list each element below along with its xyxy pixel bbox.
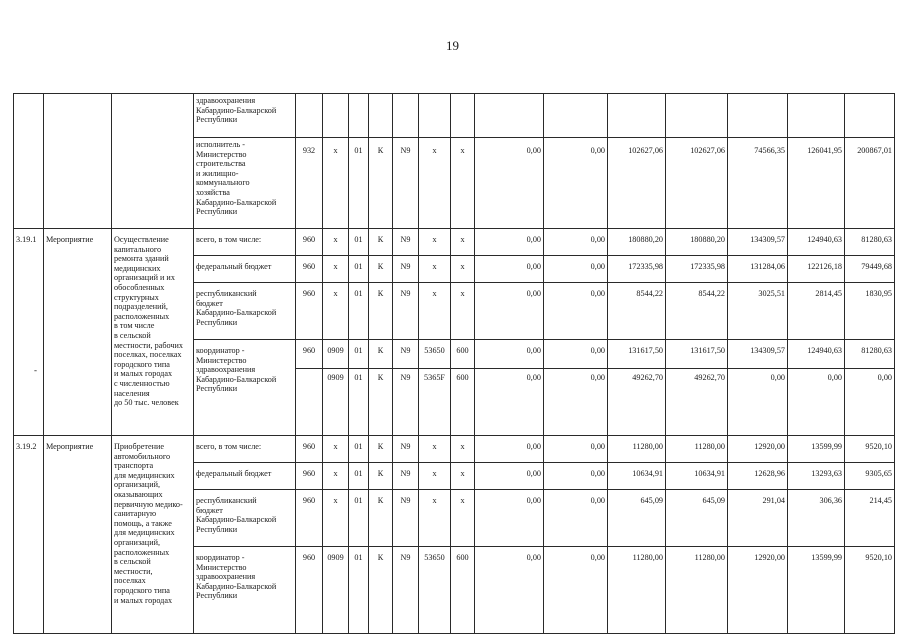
- value-cell: [608, 94, 666, 138]
- source-cell: здравоохранения Кабардино-Балкарской Республики: [194, 94, 296, 138]
- source-cell: координатор - Министерство здравоохранения Кабардино-Балкарской Республики: [194, 340, 296, 436]
- value-cell: 13599,99: [788, 436, 845, 463]
- value-cell: 600: [451, 369, 475, 436]
- value-cell: 0,00: [544, 340, 608, 369]
- value-cell: 960: [296, 256, 323, 283]
- value-cell: x: [323, 256, 349, 283]
- value-cell: 960: [296, 283, 323, 340]
- value-cell: [419, 94, 451, 138]
- table-row: [14, 436, 895, 463]
- value-cell: N9: [393, 490, 419, 547]
- value-cell: x: [419, 229, 451, 256]
- value-cell: N9: [393, 138, 419, 229]
- value-cell: 0,00: [544, 436, 608, 463]
- value-cell: x: [419, 283, 451, 340]
- measure-kind: Мероприятие: [44, 436, 112, 634]
- value-cell: 11280,00: [608, 436, 666, 463]
- value-cell: N9: [393, 436, 419, 463]
- value-cell: 5365F: [419, 369, 451, 436]
- value-cell: 960: [296, 490, 323, 547]
- value-cell: 306,36: [788, 490, 845, 547]
- value-cell: N9: [393, 340, 419, 369]
- value-cell: N9: [393, 256, 419, 283]
- value-cell: [666, 94, 728, 138]
- value-cell: К: [369, 436, 393, 463]
- value-cell: 53650: [419, 547, 451, 634]
- value-cell: 0,00: [544, 138, 608, 229]
- value-cell: 134309,57: [728, 229, 788, 256]
- value-cell: x: [323, 138, 349, 229]
- value-cell: К: [369, 283, 393, 340]
- value-cell: N9: [393, 369, 419, 436]
- value-cell: [475, 94, 544, 138]
- value-cell: 01: [349, 229, 369, 256]
- value-cell: 81280,63: [845, 229, 895, 256]
- value-cell: x: [419, 490, 451, 547]
- value-cell: 81280,63: [845, 340, 895, 369]
- value-cell: 13599,99: [788, 547, 845, 634]
- value-cell: x: [419, 436, 451, 463]
- value-cell: 13293,63: [788, 463, 845, 490]
- value-cell: К: [369, 138, 393, 229]
- value-cell: 960: [296, 229, 323, 256]
- value-cell: К: [369, 229, 393, 256]
- source-cell: координатор - Министерство здравоохранения Кабардино-Балкарской Республики: [194, 547, 296, 634]
- value-cell: 49262,70: [608, 369, 666, 436]
- value-cell: 74566,35: [728, 138, 788, 229]
- value-cell: [296, 369, 323, 436]
- value-cell: 645,09: [666, 490, 728, 547]
- value-cell: 134309,57: [728, 340, 788, 369]
- value-cell: К: [369, 463, 393, 490]
- value-cell: 0,00: [728, 369, 788, 436]
- value-cell: 960: [296, 463, 323, 490]
- value-cell: [544, 94, 608, 138]
- value-cell: 01: [349, 340, 369, 369]
- value-cell: [369, 94, 393, 138]
- value-cell: К: [369, 256, 393, 283]
- value-cell: [349, 94, 369, 138]
- value-cell: К: [369, 547, 393, 634]
- value-cell: 124940,63: [788, 340, 845, 369]
- source-cell: всего, в том числе:: [194, 436, 296, 463]
- value-cell: 0,00: [475, 256, 544, 283]
- value-cell: 01: [349, 256, 369, 283]
- value-cell: 01: [349, 369, 369, 436]
- value-cell: 0,00: [475, 463, 544, 490]
- value-cell: 0,00: [544, 283, 608, 340]
- value-cell: [728, 94, 788, 138]
- source-cell: всего, в том числе:: [194, 229, 296, 256]
- value-cell: 0909: [323, 340, 349, 369]
- value-cell: [845, 94, 895, 138]
- value-cell: x: [323, 283, 349, 340]
- value-cell: 600: [451, 547, 475, 634]
- value-cell: 960: [296, 340, 323, 369]
- value-cell: N9: [393, 463, 419, 490]
- value-cell: x: [323, 229, 349, 256]
- value-cell: 10634,91: [608, 463, 666, 490]
- value-cell: 214,45: [845, 490, 895, 547]
- value-cell: 126041,95: [788, 138, 845, 229]
- value-cell: [393, 94, 419, 138]
- source-cell: федеральный бюджет: [194, 256, 296, 283]
- value-cell: 01: [349, 283, 369, 340]
- source-cell: исполнитель - Министерство строительства и жилищно- коммунального хозяйства Кабардино-Балкарской Республики: [194, 138, 296, 229]
- value-cell: 49262,70: [666, 369, 728, 436]
- table-row: [14, 94, 895, 138]
- value-cell: 0,00: [475, 369, 544, 436]
- measure-title: Приобретение автомобильного транспорта для медицинских организаций, оказывающих первичную медико- санитарную помощь, а также для медицинских организаций, расположенных в сельской местности, поселках городского типа и малых городах: [112, 436, 194, 634]
- value-cell: 10634,91: [666, 463, 728, 490]
- value-cell: 932: [296, 138, 323, 229]
- value-cell: x: [323, 490, 349, 547]
- value-cell: 01: [349, 547, 369, 634]
- value-cell: 0,00: [544, 547, 608, 634]
- value-cell: К: [369, 369, 393, 436]
- value-cell: x: [419, 463, 451, 490]
- value-cell: 9305,65: [845, 463, 895, 490]
- value-cell: 0,00: [544, 229, 608, 256]
- value-cell: 11280,00: [666, 547, 728, 634]
- value-cell: x: [451, 138, 475, 229]
- value-cell: 131617,50: [608, 340, 666, 369]
- value-cell: x: [419, 256, 451, 283]
- value-cell: 102627,06: [666, 138, 728, 229]
- value-cell: [451, 94, 475, 138]
- value-cell: 3025,51: [728, 283, 788, 340]
- row-kind-cell: [44, 94, 112, 229]
- value-cell: 0,00: [475, 547, 544, 634]
- value-cell: 0,00: [788, 369, 845, 436]
- value-cell: 131284,06: [728, 256, 788, 283]
- value-cell: 8544,22: [608, 283, 666, 340]
- value-cell: 122126,18: [788, 256, 845, 283]
- value-cell: x: [451, 463, 475, 490]
- value-cell: N9: [393, 547, 419, 634]
- value-cell: 124940,63: [788, 229, 845, 256]
- value-cell: 01: [349, 490, 369, 547]
- table-row: [14, 229, 895, 256]
- value-cell: x: [451, 229, 475, 256]
- value-cell: 600: [451, 340, 475, 369]
- value-cell: К: [369, 490, 393, 547]
- value-cell: x: [323, 436, 349, 463]
- value-cell: 12628,96: [728, 463, 788, 490]
- source-cell: республиканский бюджет Кабардино-Балкарской Республики: [194, 490, 296, 547]
- value-cell: 0909: [323, 547, 349, 634]
- source-cell: федеральный бюджет: [194, 463, 296, 490]
- value-cell: x: [451, 283, 475, 340]
- source-cell: республиканский бюджет Кабардино-Балкарской Республики: [194, 283, 296, 340]
- value-cell: x: [451, 436, 475, 463]
- value-cell: 0,00: [475, 283, 544, 340]
- value-cell: 172335,98: [666, 256, 728, 283]
- value-cell: 0,00: [845, 369, 895, 436]
- value-cell: 0,00: [475, 490, 544, 547]
- value-cell: 0909: [323, 369, 349, 436]
- value-cell: 53650: [419, 340, 451, 369]
- measure-number: 3.19.1: [14, 229, 44, 436]
- measure-number: 3.19.2: [14, 436, 44, 634]
- value-cell: 180880,20: [608, 229, 666, 256]
- value-cell: 645,09: [608, 490, 666, 547]
- value-cell: 12920,00: [728, 547, 788, 634]
- budget-table: [13, 93, 895, 634]
- value-cell: 9520,10: [845, 436, 895, 463]
- value-cell: 0,00: [544, 490, 608, 547]
- value-cell: x: [451, 490, 475, 547]
- value-cell: 01: [349, 138, 369, 229]
- value-cell: [296, 94, 323, 138]
- value-cell: 172335,98: [608, 256, 666, 283]
- value-cell: 102627,06: [608, 138, 666, 229]
- value-cell: x: [419, 138, 451, 229]
- page-number: 19: [446, 38, 459, 53]
- value-cell: 0,00: [544, 463, 608, 490]
- value-cell: x: [323, 463, 349, 490]
- value-cell: 0,00: [475, 229, 544, 256]
- value-cell: 12920,00: [728, 436, 788, 463]
- value-cell: N9: [393, 283, 419, 340]
- value-cell: 1830,95: [845, 283, 895, 340]
- measure-kind: Мероприятие: [44, 229, 112, 436]
- row-title-cell: [112, 94, 194, 229]
- value-cell: 960: [296, 547, 323, 634]
- value-cell: 0,00: [544, 369, 608, 436]
- value-cell: 2814,45: [788, 283, 845, 340]
- value-cell: 9520,10: [845, 547, 895, 634]
- value-cell: 200867,01: [845, 138, 895, 229]
- value-cell: 11280,00: [608, 547, 666, 634]
- value-cell: 291,04: [728, 490, 788, 547]
- value-cell: 0,00: [475, 138, 544, 229]
- value-cell: 180880,20: [666, 229, 728, 256]
- row-number-cell: [14, 94, 44, 229]
- value-cell: 79449,68: [845, 256, 895, 283]
- value-cell: 11280,00: [666, 436, 728, 463]
- value-cell: [323, 94, 349, 138]
- value-cell: [788, 94, 845, 138]
- value-cell: 01: [349, 436, 369, 463]
- stray-mark: -: [34, 365, 37, 375]
- measure-title: Осуществление капитального ремонта зданий медицинских организаций и их обособленных структурных подразделений, расположенных в том числе в сельской местности, рабочих поселках, поселках городского типа и малых городах с численностью населения до 50 тыс. человек: [112, 229, 194, 436]
- value-cell: 960: [296, 436, 323, 463]
- value-cell: 8544,22: [666, 283, 728, 340]
- value-cell: К: [369, 340, 393, 369]
- value-cell: N9: [393, 229, 419, 256]
- value-cell: 0,00: [544, 256, 608, 283]
- value-cell: 131617,50: [666, 340, 728, 369]
- value-cell: x: [451, 256, 475, 283]
- value-cell: 01: [349, 463, 369, 490]
- value-cell: 0,00: [475, 436, 544, 463]
- value-cell: 0,00: [475, 340, 544, 369]
